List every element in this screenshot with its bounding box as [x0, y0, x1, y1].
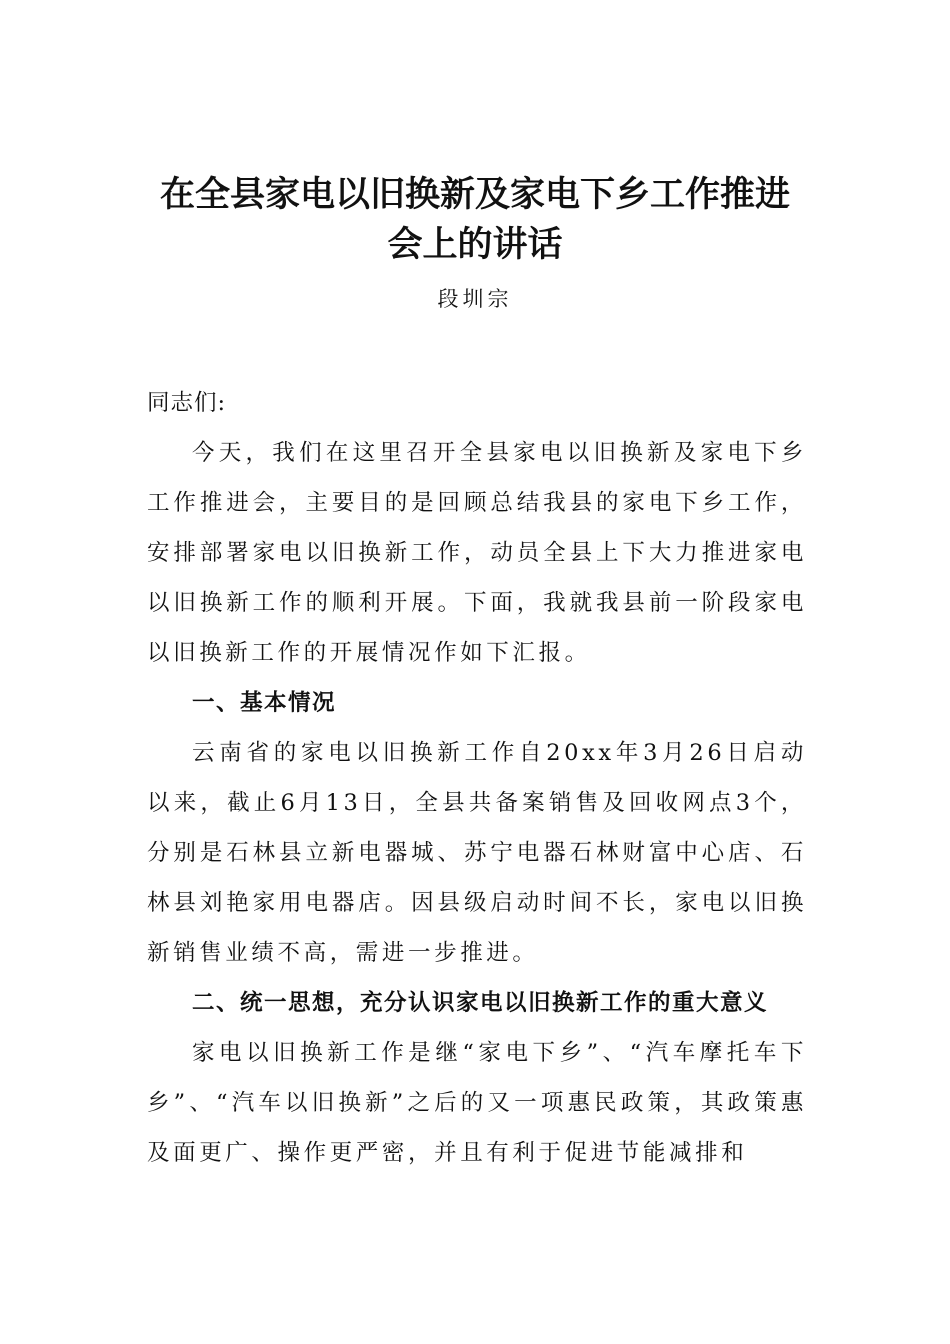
- section-1-paragraph: 云南省的家电以旧换新工作自20xx年3月26日启动以来，截止6月13日，全县共备案销售及回收网点3个，分别是石林县立新电器城、苏宁电器石林财富中心店、石林县刘艳家用电器店。因县级启动时间不长，家电以旧换新销售业绩不高，需进一步推进。: [147, 740, 807, 966]
- salutation: 同志们:: [147, 390, 227, 416]
- author-name: 段圳宗: [437, 287, 513, 311]
- section-1-heading: 一、基本情况: [192, 690, 337, 716]
- section-2-paragraph: 家电以旧换新工作是继“家电下乡”、“汽车摩托车下乡”、“汽车以旧换新”之后的又一项惠民政策，其政策惠及面更广、操作更严密，并且有利于促进节能减排和: [147, 1040, 807, 1166]
- document-body: [147, 378, 807, 1178]
- intro-paragraph: 今天，我们在这里召开全县家电以旧换新及家电下乡工作推进会，主要目的是回顾总结我县的家电下乡工作，安排部署家电以旧换新工作，动员全县上下大力推进家电以旧换新工作的顺利开展。下面，我就我县前一阶段家电以旧换新工作的开展情况作如下汇报。: [147, 440, 807, 666]
- document-title: [140, 170, 810, 270]
- title-line-1: 在全县家电以旧换新及家电下乡工作推进: [159, 174, 790, 215]
- title-line-2: 会上的讲话: [387, 224, 563, 265]
- section-2-heading: 二、统一思想，充分认识家电以旧换新工作的重大意义: [192, 990, 769, 1016]
